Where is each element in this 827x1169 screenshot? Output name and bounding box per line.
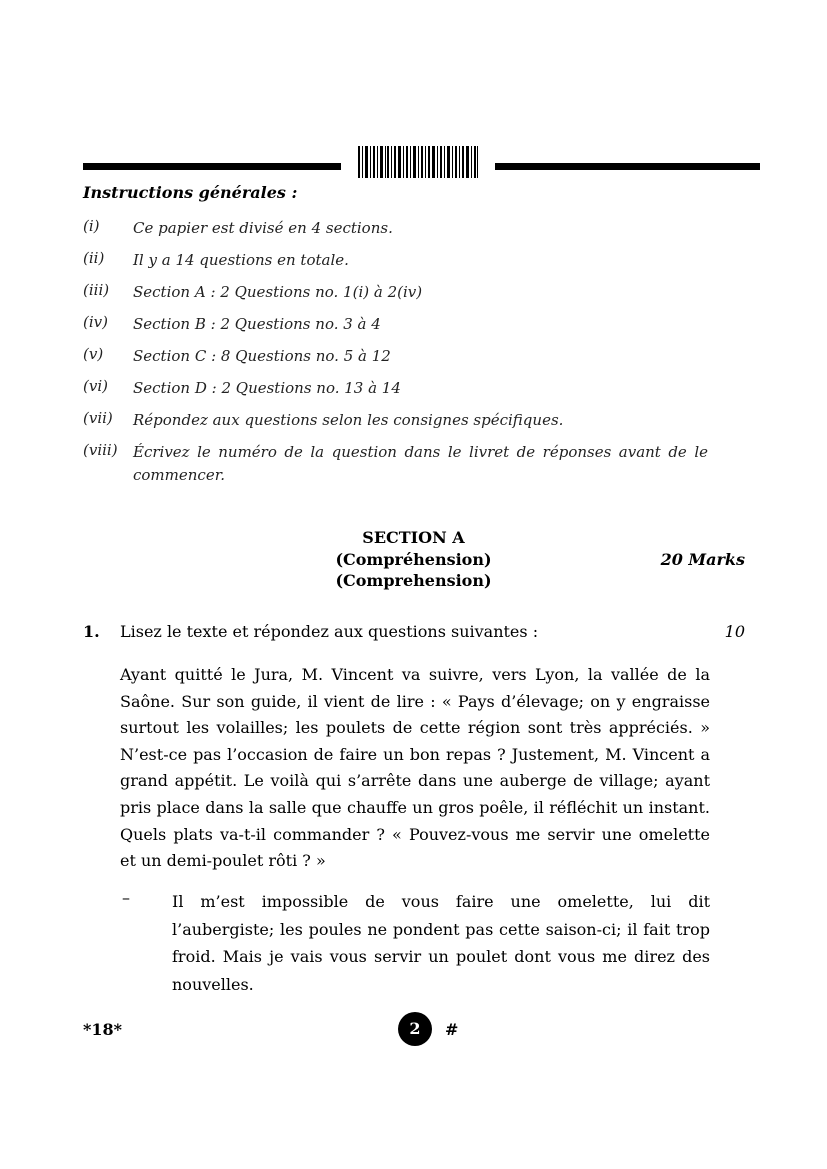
instruction-text: Section D : 2 Questions no. 13 à 14 xyxy=(133,379,401,397)
header-rule-right xyxy=(495,163,760,170)
instruction-number: (iii) xyxy=(83,281,110,299)
instruction-text: Section B : 2 Questions no. 3 à 4 xyxy=(133,315,381,333)
paper-code: *18* xyxy=(83,1020,122,1039)
instruction-text: Il y a 14 questions en totale. xyxy=(133,251,349,269)
instruction-number: (v) xyxy=(83,345,104,363)
instruction-text: Répondez aux questions selon les consignes spécifiques. xyxy=(133,411,564,429)
instruction-text: Section A : 2 Questions no. 1(i) à 2(iv) xyxy=(133,283,423,301)
instructions-title: Instructions générales : xyxy=(83,183,298,202)
footer-hash: # xyxy=(445,1020,459,1039)
header-rule-left xyxy=(83,163,341,170)
page-number: 2 xyxy=(398,1012,432,1046)
dialogue-dash: – xyxy=(122,888,130,907)
instruction-number: (ii) xyxy=(83,249,105,267)
question-marks: 10 xyxy=(724,622,745,641)
barcode xyxy=(358,146,478,178)
comprehension-passage: Ayant quitté le Jura, M. Vincent va suivre, vers Lyon, la vallée de la Saône. Sur son guide, il vient de lire : « Pays d’élevage; on y engraisse surtout les volailles; les poulets de cette région sont très appréciés. » N’est-ce pas l’occasion de faire un bon repas ? Justement, M. Vincent a grand appétit. Le voilà qui s’arrête dans une auberge de village; ayant pris place dans la salle que chauffe un gros poêle, il réfléchit un instant. Quels plats va-t-il commander ? « Pouvez-vous me servir une omelette et un demi-poulet rôti ? » xyxy=(120,665,710,871)
instruction-number: (vii) xyxy=(83,409,113,427)
section-subtitle-fr: (Compréhension) xyxy=(335,550,492,569)
instruction-text: Ce papier est divisé en 4 sections. xyxy=(133,219,393,237)
instruction-number: (vi) xyxy=(83,377,108,395)
section-marks: 20 Marks xyxy=(660,550,745,569)
instruction-text: Écrivez le numéro de la question dans le livret de réponses avant de le commencer. xyxy=(133,443,708,484)
instruction-number: (viii) xyxy=(83,441,118,459)
question-prompt: Lisez le texte et répondez aux questions suivantes : xyxy=(120,622,539,641)
instruction-number: (iv) xyxy=(83,313,108,331)
section-title: SECTION A xyxy=(362,528,465,547)
section-subtitle-en: (Comprehension) xyxy=(335,571,492,590)
dialogue-text: Il m’est impossible de vous faire une omelette, lui dit l’aubergiste; les poules ne pondent pas cette saison-ci; il fait trop froid. Mais je vais vous servir un poulet dont vous me direz des nouvelles. xyxy=(172,892,710,994)
instruction-number: (i) xyxy=(83,217,100,235)
question-number: 1. xyxy=(83,622,100,641)
instruction-text: Section C : 8 Questions no. 5 à 12 xyxy=(133,347,391,365)
